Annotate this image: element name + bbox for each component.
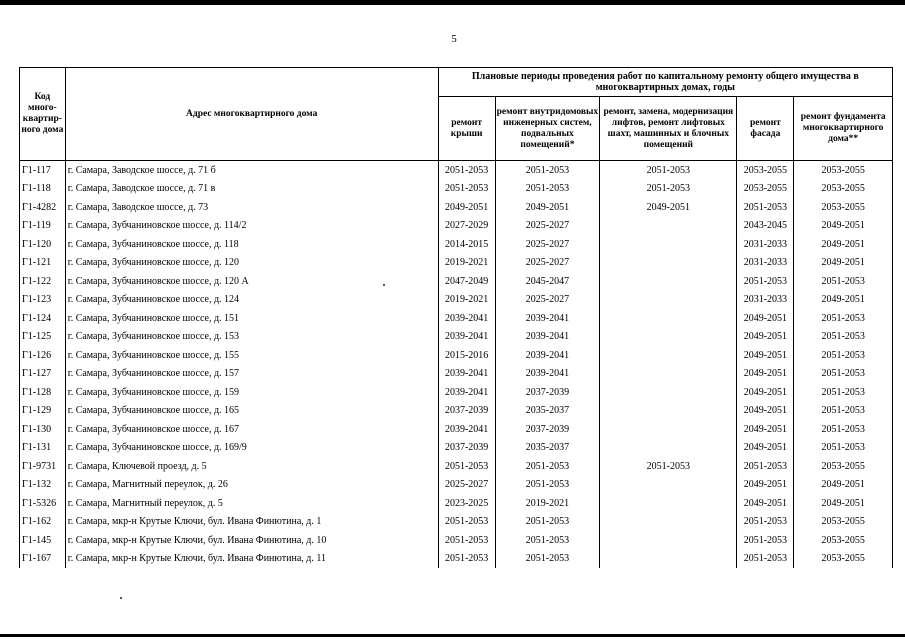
- cell-facade: 2053-2055: [737, 161, 794, 180]
- cell-systems: 2051-2053: [495, 161, 600, 180]
- cell-code: Г1-4282: [20, 198, 66, 217]
- scan-speck: [120, 597, 122, 599]
- header-lifts: ремонт, замена, модернизация лифтов, ремонт лифтовых шахт, машинных и блочных помещений: [600, 97, 737, 161]
- cell-roof: 2051-2053: [438, 180, 495, 199]
- cell-roof: 2037-2039: [438, 402, 495, 421]
- cell-code: Г1-124: [20, 309, 66, 328]
- cell-lifts: [600, 439, 737, 458]
- cell-facade: 2031-2033: [737, 254, 794, 273]
- cell-address: г. Самара, Зубчаниновское шоссе, д. 155: [65, 346, 438, 365]
- table-row: [20, 161, 893, 180]
- header-address: Адрес многоквартирного дома: [65, 68, 438, 161]
- cell-foundation: 2049-2051: [794, 235, 893, 254]
- cell-facade: 2051-2053: [737, 531, 794, 550]
- cell-code: Г1-130: [20, 420, 66, 439]
- cell-systems: 2035-2037: [495, 439, 600, 458]
- cell-lifts: [600, 217, 737, 236]
- cell-address: г. Самара, Заводское шоссе, д. 71 б: [65, 161, 438, 180]
- cell-systems: 2025-2027: [495, 254, 600, 273]
- cell-lifts: [600, 420, 737, 439]
- cell-facade: 2051-2053: [737, 272, 794, 291]
- cell-lifts: 2051-2053: [600, 161, 737, 180]
- cell-address: г. Самара, Зубчаниновское шоссе, д. 169/9: [65, 439, 438, 458]
- cell-foundation: 2051-2053: [794, 328, 893, 347]
- cell-lifts: [600, 272, 737, 291]
- cell-foundation: 2051-2053: [794, 383, 893, 402]
- cell-lifts: [600, 383, 737, 402]
- cell-foundation: 2049-2051: [794, 291, 893, 310]
- cell-roof: 2051-2053: [438, 161, 495, 180]
- cell-roof: 2015-2016: [438, 346, 495, 365]
- cell-facade: 2049-2051: [737, 346, 794, 365]
- cell-roof: 2039-2041: [438, 309, 495, 328]
- table-row: [20, 328, 893, 347]
- table-row: [20, 420, 893, 439]
- table-row: [20, 531, 893, 550]
- cell-systems: 2039-2041: [495, 346, 600, 365]
- cell-foundation: 2051-2053: [794, 272, 893, 291]
- cell-facade: 2031-2033: [737, 235, 794, 254]
- cell-lifts: [600, 235, 737, 254]
- cell-code: Г1-125: [20, 328, 66, 347]
- page-number: 5: [451, 33, 457, 45]
- cell-foundation: 2053-2055: [794, 180, 893, 199]
- cell-foundation: 2051-2053: [794, 420, 893, 439]
- cell-code: Г1-123: [20, 291, 66, 310]
- table-row: [20, 365, 893, 384]
- cell-address: г. Самара, Зубчаниновское шоссе, д. 114/2: [65, 217, 438, 236]
- table-row: [20, 291, 893, 310]
- table-row: [20, 217, 893, 236]
- cell-systems: 2025-2027: [495, 291, 600, 310]
- table-row: [20, 457, 893, 476]
- cell-facade: 2031-2033: [737, 291, 794, 310]
- cell-address: г. Самара, Магнитный переулок, д. 5: [65, 494, 438, 513]
- cell-code: Г1-129: [20, 402, 66, 421]
- cell-roof: 2025-2027: [438, 476, 495, 495]
- cell-systems: 2051-2053: [495, 513, 600, 532]
- cell-code: Г1-118: [20, 180, 66, 199]
- cell-address: г. Самара, мкр-н Крутые Ключи, бул. Ивана Финютина, д. 11: [65, 550, 438, 569]
- cell-foundation: 2051-2053: [794, 402, 893, 421]
- cell-facade: 2051-2053: [737, 513, 794, 532]
- cell-facade: 2049-2051: [737, 328, 794, 347]
- cell-systems: 2037-2039: [495, 383, 600, 402]
- cell-roof: 2027-2029: [438, 217, 495, 236]
- cell-systems: 2045-2047: [495, 272, 600, 291]
- cell-lifts: [600, 328, 737, 347]
- cell-systems: 2039-2041: [495, 309, 600, 328]
- header-systems: ремонт внутридомовых инженерных систем, подвальных помещений*: [495, 97, 600, 161]
- table-row: [20, 198, 893, 217]
- cell-roof: 2051-2053: [438, 550, 495, 569]
- cell-foundation: 2049-2051: [794, 217, 893, 236]
- cell-systems: 2037-2039: [495, 420, 600, 439]
- cell-lifts: [600, 550, 737, 569]
- cell-address: г. Самара, Зубчаниновское шоссе, д. 167: [65, 420, 438, 439]
- cell-lifts: [600, 346, 737, 365]
- cell-address: г. Самара, мкр-н Крутые Ключи, бул. Ивана Финютина, д. 1: [65, 513, 438, 532]
- cell-roof: 2014-2015: [438, 235, 495, 254]
- cell-address: г. Самара, Зубчаниновское шоссе, д. 157: [65, 365, 438, 384]
- cell-code: Г1-119: [20, 217, 66, 236]
- table-row: [20, 402, 893, 421]
- cell-roof: 2037-2039: [438, 439, 495, 458]
- table-row: [20, 272, 893, 291]
- cell-foundation: 2053-2055: [794, 550, 893, 569]
- cell-facade: 2053-2055: [737, 180, 794, 199]
- cell-facade: 2049-2051: [737, 494, 794, 513]
- cell-roof: 2019-2021: [438, 291, 495, 310]
- scan-speck: [383, 284, 385, 286]
- cell-address: г. Самара, Магнитный переулок, д. 26: [65, 476, 438, 495]
- top-rule: [0, 0, 905, 5]
- cell-lifts: [600, 365, 737, 384]
- cell-roof: 2023-2025: [438, 494, 495, 513]
- table-row: [20, 346, 893, 365]
- cell-address: г. Самара, Заводское шоссе, д. 71 в: [65, 180, 438, 199]
- cell-foundation: 2049-2051: [794, 254, 893, 273]
- cell-code: Г1-162: [20, 513, 66, 532]
- table-row: [20, 513, 893, 532]
- cell-code: Г1-9731: [20, 457, 66, 476]
- cell-foundation: 2053-2055: [794, 198, 893, 217]
- cell-facade: 2051-2053: [737, 457, 794, 476]
- cell-code: Г1-122: [20, 272, 66, 291]
- cell-foundation: 2053-2055: [794, 161, 893, 180]
- table-row: [20, 494, 893, 513]
- bottom-rule: [0, 634, 905, 637]
- cell-address: г. Самара, Зубчаниновское шоссе, д. 153: [65, 328, 438, 347]
- cell-address: г. Самара, Зубчаниновское шоссе, д. 159: [65, 383, 438, 402]
- table-row: [20, 476, 893, 495]
- header-periods-group: Плановые периоды проведения работ по капитальному ремонту общего имущества в многоквартирных домах, годы: [438, 68, 892, 97]
- cell-code: Г1-127: [20, 365, 66, 384]
- cell-roof: 2039-2041: [438, 328, 495, 347]
- cell-systems: 2049-2051: [495, 198, 600, 217]
- cell-address: г. Самара, Зубчаниновское шоссе, д. 151: [65, 309, 438, 328]
- table-row: [20, 439, 893, 458]
- cell-code: Г1-126: [20, 346, 66, 365]
- table-row: [20, 180, 893, 199]
- cell-facade: 2043-2045: [737, 217, 794, 236]
- header-roof: ремонт крыши: [438, 97, 495, 161]
- cell-roof: 2051-2053: [438, 457, 495, 476]
- cell-lifts: [600, 476, 737, 495]
- cell-systems: 2035-2037: [495, 402, 600, 421]
- header-facade: ремонт фасада: [737, 97, 794, 161]
- cell-lifts: [600, 309, 737, 328]
- table-body: [20, 161, 893, 569]
- cell-foundation: 2051-2053: [794, 346, 893, 365]
- header-code: Код много-квартир-ного дома: [20, 68, 66, 161]
- cell-systems: 2051-2053: [495, 457, 600, 476]
- cell-systems: 2051-2053: [495, 531, 600, 550]
- cell-facade: 2049-2051: [737, 476, 794, 495]
- cell-code: Г1-131: [20, 439, 66, 458]
- cell-lifts: [600, 513, 737, 532]
- cell-address: г. Самара, Ключевой проезд, д. 5: [65, 457, 438, 476]
- cell-facade: 2049-2051: [737, 439, 794, 458]
- cell-code: Г1-145: [20, 531, 66, 550]
- cell-code: Г1-5326: [20, 494, 66, 513]
- cell-facade: 2049-2051: [737, 402, 794, 421]
- cell-lifts: [600, 254, 737, 273]
- cell-lifts: [600, 531, 737, 550]
- cell-foundation: 2051-2053: [794, 439, 893, 458]
- cell-facade: 2051-2053: [737, 550, 794, 569]
- cell-address: г. Самара, Зубчаниновское шоссе, д. 120 А: [65, 272, 438, 291]
- cell-roof: 2049-2051: [438, 198, 495, 217]
- cell-code: Г1-117: [20, 161, 66, 180]
- cell-systems: 2025-2027: [495, 235, 600, 254]
- cell-address: г. Самара, Заводское шоссе, д. 73: [65, 198, 438, 217]
- cell-code: Г1-120: [20, 235, 66, 254]
- cell-lifts: 2049-2051: [600, 198, 737, 217]
- cell-roof: 2039-2041: [438, 365, 495, 384]
- cell-address: г. Самара, Зубчаниновское шоссе, д. 124: [65, 291, 438, 310]
- cell-lifts: [600, 402, 737, 421]
- cell-foundation: 2053-2055: [794, 513, 893, 532]
- cell-systems: 2051-2053: [495, 550, 600, 569]
- table-row: [20, 235, 893, 254]
- cell-foundation: 2051-2053: [794, 365, 893, 384]
- cell-foundation: 2053-2055: [794, 531, 893, 550]
- cell-lifts: 2051-2053: [600, 457, 737, 476]
- cell-systems: 2025-2027: [495, 217, 600, 236]
- cell-code: Г1-128: [20, 383, 66, 402]
- cell-lifts: 2051-2053: [600, 180, 737, 199]
- cell-roof: 2051-2053: [438, 513, 495, 532]
- capital-repair-table: [19, 67, 893, 568]
- cell-address: г. Самара, Зубчаниновское шоссе, д. 118: [65, 235, 438, 254]
- cell-roof: 2039-2041: [438, 383, 495, 402]
- cell-facade: 2049-2051: [737, 365, 794, 384]
- table-row: [20, 309, 893, 328]
- cell-systems: 2051-2053: [495, 476, 600, 495]
- cell-foundation: 2051-2053: [794, 309, 893, 328]
- cell-address: г. Самара, Зубчаниновское шоссе, д. 120: [65, 254, 438, 273]
- cell-address: г. Самара, Зубчаниновское шоссе, д. 165: [65, 402, 438, 421]
- cell-foundation: 2049-2051: [794, 476, 893, 495]
- header-foundation: ремонт фундамента многоквартирного дома**: [794, 97, 893, 161]
- cell-systems: 2019-2021: [495, 494, 600, 513]
- cell-systems: 2039-2041: [495, 365, 600, 384]
- table-row: [20, 383, 893, 402]
- cell-roof: 2051-2053: [438, 531, 495, 550]
- cell-roof: 2039-2041: [438, 420, 495, 439]
- cell-foundation: 2053-2055: [794, 457, 893, 476]
- cell-lifts: [600, 291, 737, 310]
- cell-facade: 2049-2051: [737, 383, 794, 402]
- cell-roof: 2019-2021: [438, 254, 495, 273]
- cell-code: Г1-167: [20, 550, 66, 569]
- table-row: [20, 254, 893, 273]
- cell-foundation: 2049-2051: [794, 494, 893, 513]
- table-row: [20, 550, 893, 569]
- cell-facade: 2049-2051: [737, 420, 794, 439]
- cell-code: Г1-132: [20, 476, 66, 495]
- cell-facade: 2051-2053: [737, 198, 794, 217]
- cell-lifts: [600, 494, 737, 513]
- cell-roof: 2047-2049: [438, 272, 495, 291]
- cell-systems: 2039-2041: [495, 328, 600, 347]
- cell-code: Г1-121: [20, 254, 66, 273]
- cell-address: г. Самара, мкр-н Крутые Ключи, бул. Ивана Финютина, д. 10: [65, 531, 438, 550]
- cell-facade: 2049-2051: [737, 309, 794, 328]
- cell-systems: 2051-2053: [495, 180, 600, 199]
